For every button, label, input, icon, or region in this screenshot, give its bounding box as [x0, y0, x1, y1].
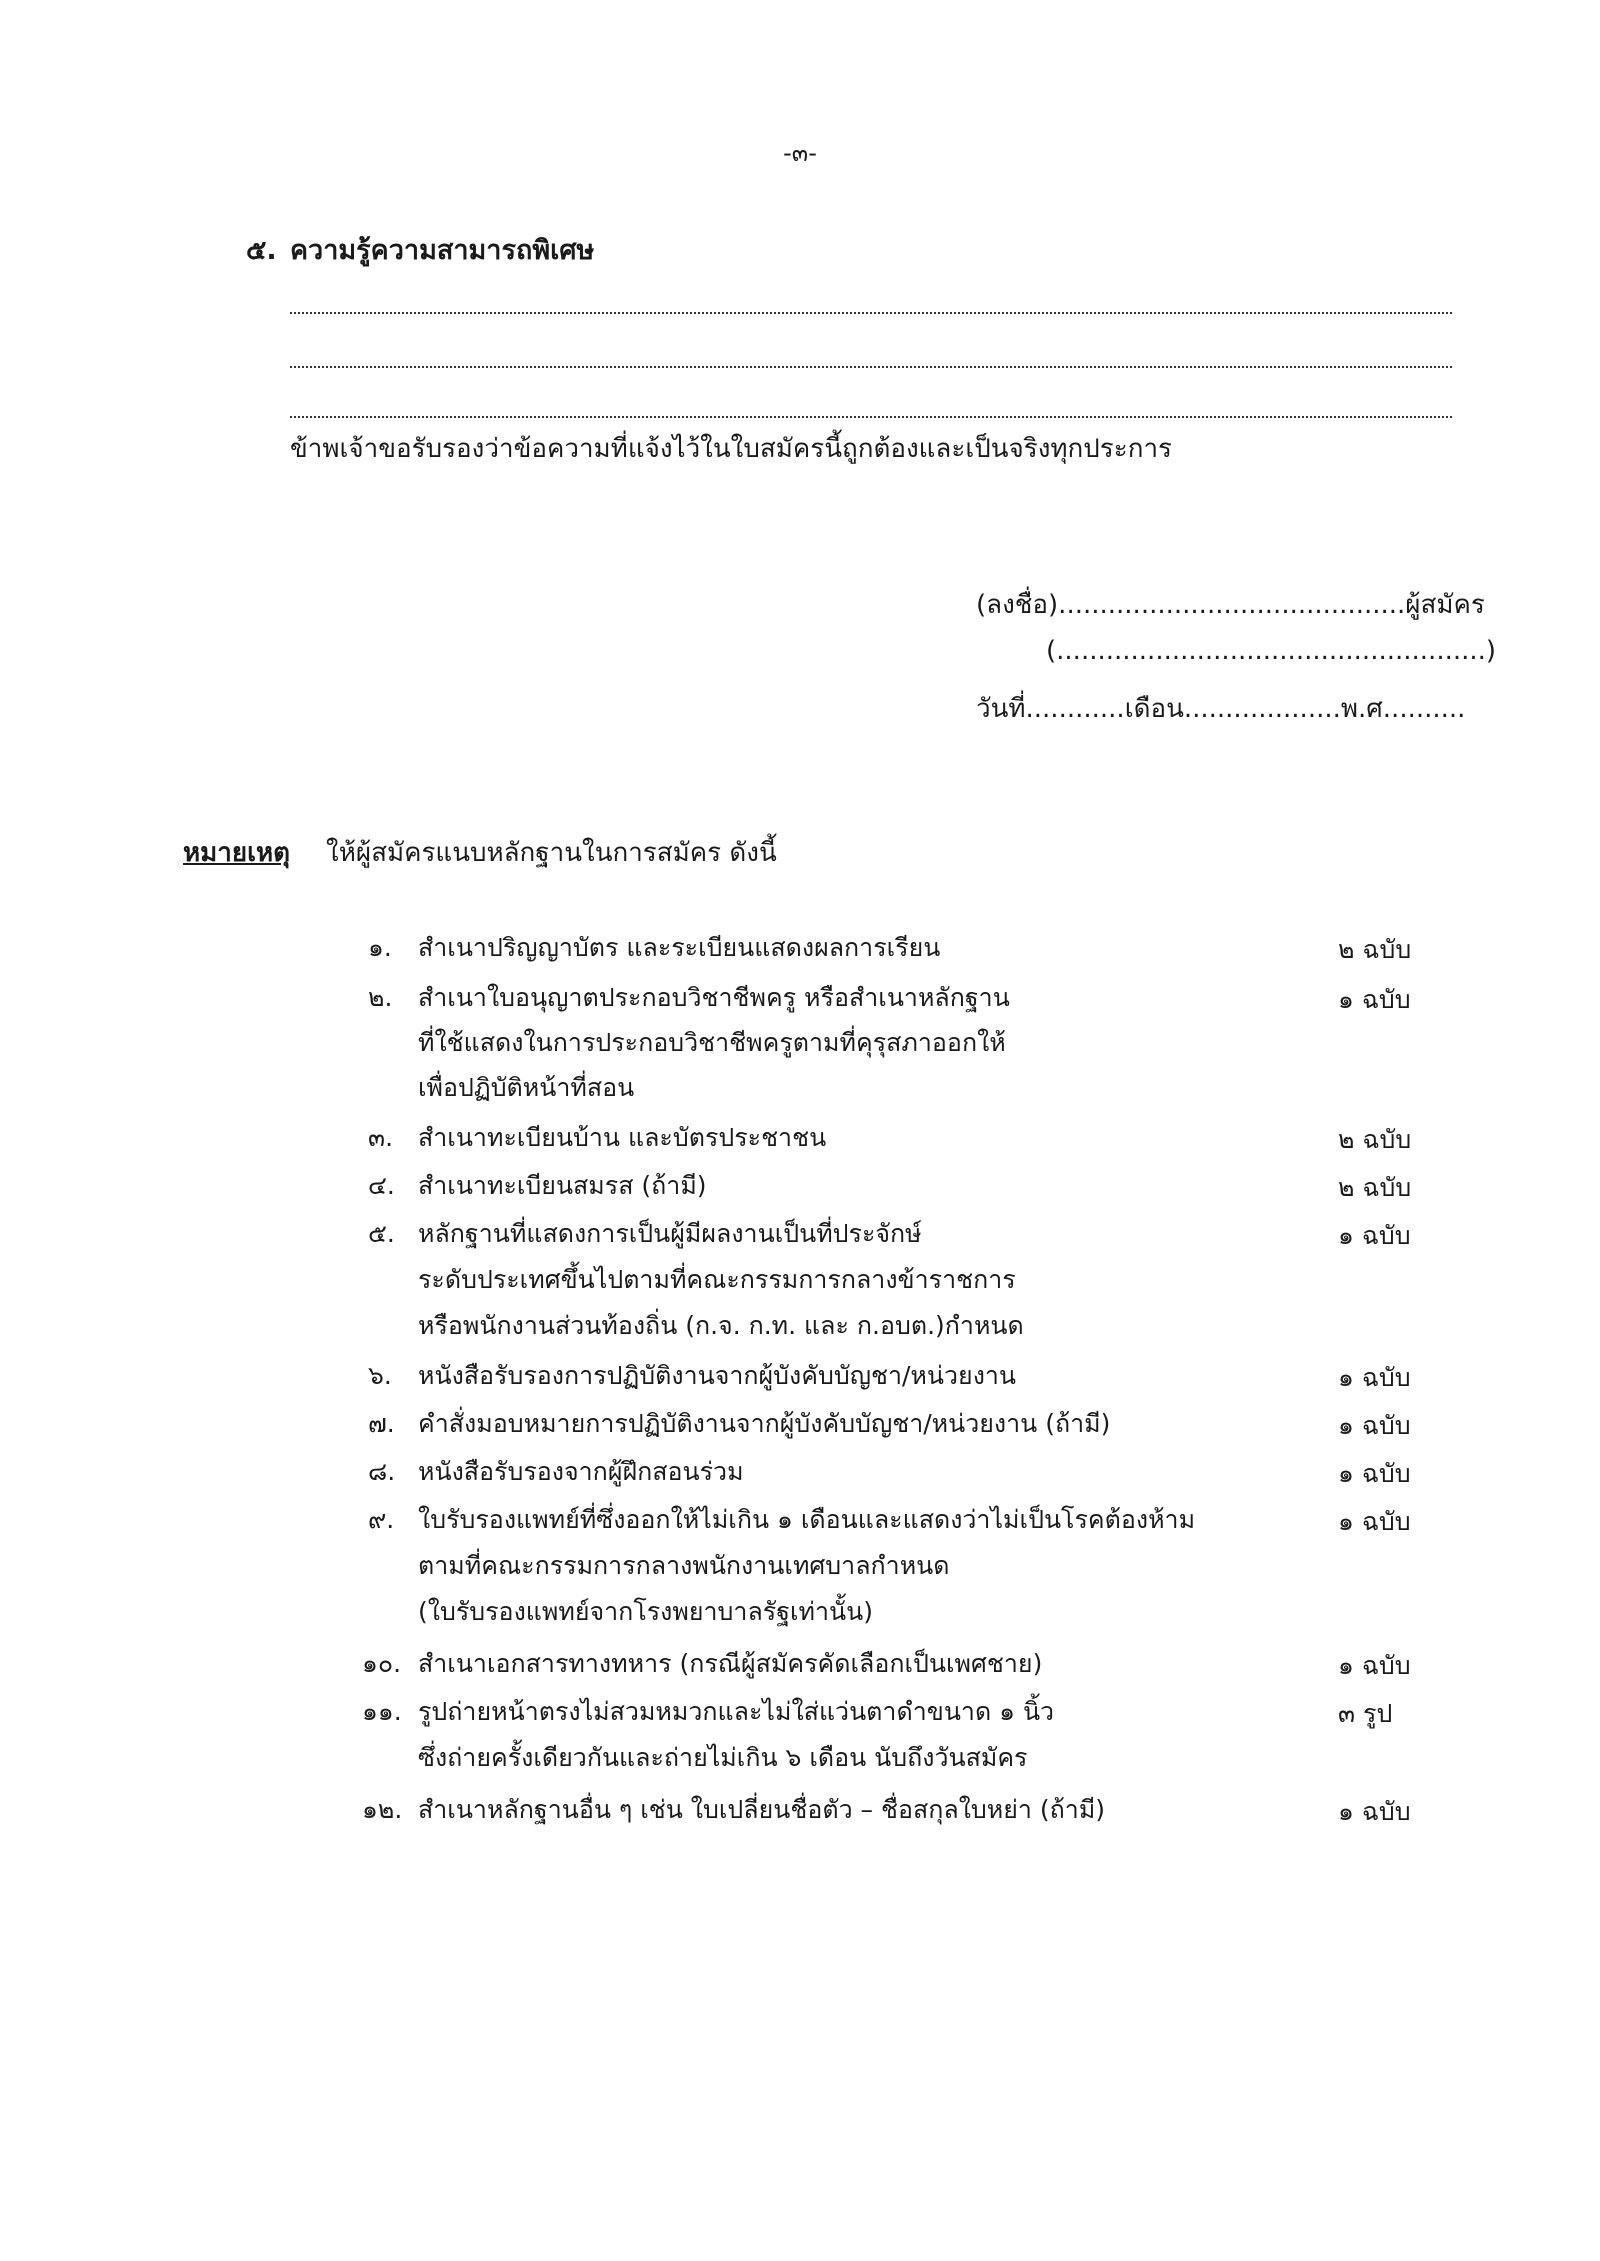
section-title: ความรู้ความสามารถพิเศษ: [290, 235, 595, 266]
list-item-number: ๑๐.: [362, 1649, 402, 1678]
signature-line: (ลงชื่อ)..........................................ผู้สมัคร: [976, 590, 1485, 620]
note-text: ให้ผู้สมัครแนบหลักฐานในการสมัคร ดังนี้: [326, 838, 777, 868]
list-item-text: รูปถ่ายหน้าตรงไม่สวมหมวกและไม่ใส่แว่นตาดำขนาด ๑ นิ้ว: [418, 1697, 1055, 1726]
list-item-text: สำเนาปริญญาบัตร และระเบียนแสดงผลการเรียน: [418, 933, 941, 962]
list-item-copies: ๑ ฉบับ: [1338, 985, 1411, 1014]
list-item-number: ๔.: [368, 1171, 395, 1200]
list-item-text: (ใบรับรองแพทย์จากโรงพยาบาลรัฐเท่านั้น): [418, 1597, 873, 1626]
list-item-text: สำเนาหลักฐานอื่น ๆ เช่น ใบเปลี่ยนชื่อตัว – ชื่อสกุลใบหย่า (ถ้ามี): [418, 1795, 1106, 1824]
list-item-number: ๑.: [368, 933, 392, 962]
list-item-number: ๑๑.: [362, 1697, 402, 1726]
list-item-text: คำสั่งมอบหมายการปฏิบัติงานจากผู้บังคับบัญชา/หน่วยงาน (ถ้ามี): [418, 1409, 1111, 1438]
list-item-text: ที่ใช้แสดงในการประกอบวิชาชีพครูตามที่คุรุสภาออกให้: [418, 1028, 1006, 1057]
list-item-text: ตามที่คณะกรรมการกลางพนักงานเทศบาลกำหนด: [418, 1551, 950, 1580]
list-item-copies: ๓ รูป: [1338, 1699, 1393, 1728]
list-item-text: สำเนาทะเบียนบ้าน และบัตรประชาชน: [418, 1123, 827, 1152]
list-item-copies: ๑ ฉบับ: [1338, 1507, 1411, 1536]
list-item-text: ใบรับรองแพทย์ที่ซึ่งออกให้ไม่เกิน ๑ เดือนและแสดงว่าไม่เป็นโรคต้องห้าม: [418, 1505, 1196, 1534]
list-item-number: ๘.: [368, 1457, 396, 1486]
certification-statement: ข้าพเจ้าขอรับรองว่าข้อความที่แจ้งไว้ในใบสมัครนี้ถูกต้องและเป็นจริงทุกประการ: [290, 434, 1173, 464]
list-item-text: หลักฐานที่แสดงการเป็นผู้มีผลงานเป็นที่ประจักษ์: [418, 1219, 922, 1248]
list-item-number: ๒.: [368, 983, 393, 1012]
list-item-text: สำเนาทะเบียนสมรส (ถ้ามี): [418, 1171, 707, 1200]
list-item-number: ๙.: [368, 1505, 395, 1534]
list-item-number: ๓.: [368, 1123, 394, 1152]
fill-line-2: [290, 366, 1452, 368]
list-item-copies: ๑ ฉบับ: [1338, 1363, 1411, 1392]
fill-line-3: [290, 416, 1452, 418]
list-item-copies: ๑ ฉบับ: [1338, 1651, 1411, 1680]
section-number: ๕.: [246, 235, 277, 266]
list-item-number: ๗.: [368, 1409, 395, 1438]
list-item-copies: ๒ ฉบับ: [1338, 1125, 1412, 1154]
list-item-number: ๑๒.: [362, 1795, 403, 1824]
list-item-text: ซึ่งถ่ายครั้งเดียวกันและถ่ายไม่เกิน ๖ เดือน นับถึงวันสมัคร: [418, 1743, 1028, 1772]
list-item-copies: ๒ ฉบับ: [1338, 1173, 1412, 1202]
signature-date-line: วันที่............เดือน...................พ.ศ..........: [976, 694, 1466, 724]
note-label: หมายเหตุ: [183, 838, 291, 868]
list-item-copies: ๑ ฉบับ: [1338, 1221, 1411, 1250]
list-item-number: ๕.: [368, 1219, 395, 1248]
fill-line-1: [290, 312, 1452, 314]
signature-name-line: (....................................................): [1046, 636, 1497, 666]
list-item-text: ระดับประเทศขึ้นไปตามที่คณะกรรมการกลางข้าราชการ: [418, 1265, 1016, 1294]
list-item-number: ๖.: [368, 1361, 392, 1390]
list-item-text: สำเนาใบอนุญาตประกอบวิชาชีพครู หรือสำเนาหลักฐาน: [418, 983, 1010, 1012]
list-item-text: หนังสือรับรองจากผู้ฝึกสอนร่วม: [418, 1457, 744, 1486]
list-item-copies: ๑ ฉบับ: [1338, 1459, 1411, 1488]
list-item-copies: ๑ ฉบับ: [1338, 1797, 1411, 1826]
list-item-text: หรือพนักงานส่วนท้องถิ่น (ก.จ. ก.ท. และ ก.อบต.)กำหนด: [418, 1311, 1024, 1340]
section-heading: [246, 228, 594, 271]
list-item-text: หนังสือรับรองการปฏิบัติงานจากผู้บังคับบัญชา/หน่วยงาน: [418, 1361, 1017, 1390]
list-item-copies: ๑ ฉบับ: [1338, 1411, 1411, 1440]
list-item-text: สำเนาเอกสารทางทหาร (กรณีผู้สมัครคัดเลือกเป็นเพศชาย): [418, 1649, 1043, 1678]
list-item-text: เพื่อปฏิบัติหน้าที่สอน: [418, 1073, 635, 1102]
page-number: -๓-: [783, 139, 817, 167]
list-item-copies: ๒ ฉบับ: [1338, 935, 1412, 964]
